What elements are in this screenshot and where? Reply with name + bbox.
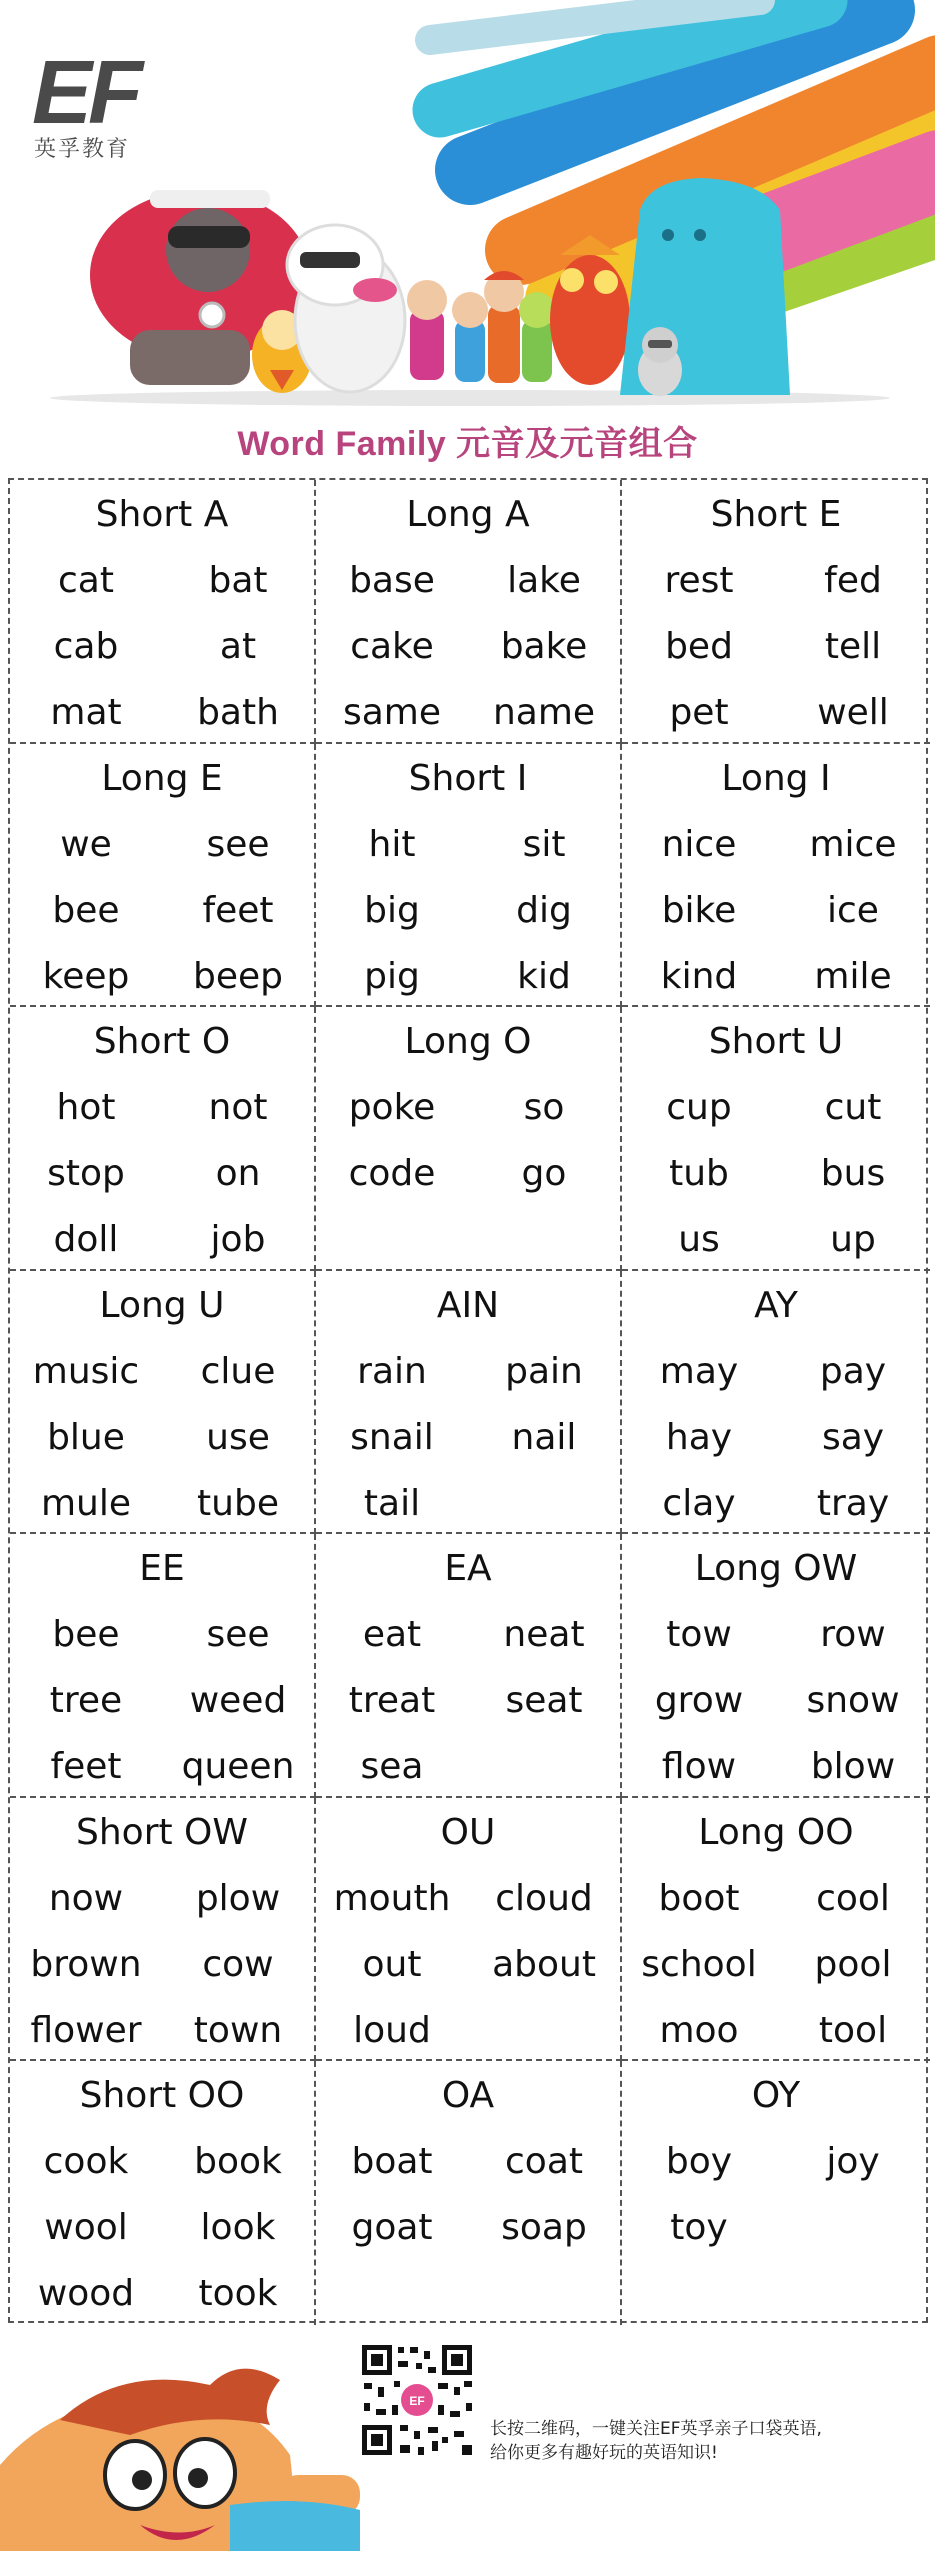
family-heading: Long E [101,757,223,799]
word-family-cell [10,1007,316,1271]
example-word: queen [181,1746,295,1788]
word-family-cell [10,1271,316,1535]
family-heading: OU [440,1811,496,1853]
promo-text [490,2417,910,2465]
example-word: tow [666,1614,732,1656]
example-word: code [348,1153,436,1195]
family-heading: OY [751,2075,801,2117]
example-word: bike [661,889,737,931]
example-word: wood [37,2273,135,2315]
example-word: cook [43,2141,129,2183]
example-word: seat [505,1680,583,1722]
example-word: flower [30,2009,142,2051]
example-word: cow [202,1943,274,1985]
family-heading: Long A [406,494,530,535]
example-word: say [821,1416,885,1458]
example-word: cut [824,1087,882,1129]
example-word: pay [819,1350,887,1392]
example-word: pain [505,1350,583,1392]
word-family-cell [316,1534,622,1798]
example-word: snow [806,1680,900,1722]
example-word: bee [52,889,120,931]
example-word: clay [662,1482,736,1524]
example-word: sea [360,1746,424,1788]
example-word: us [678,1219,720,1261]
example-word: bat [208,560,268,601]
example-word: nail [511,1416,577,1458]
example-word: cloud [495,1877,593,1919]
family-heading: Long U [99,1284,225,1326]
example-word: school [641,1943,757,1985]
example-word: cool [816,1877,890,1919]
example-word: big [364,889,420,931]
example-word: see [206,1614,270,1656]
example-word: plow [195,1877,281,1919]
example-word: kind [660,955,738,997]
family-heading: Long OW [694,1548,858,1590]
example-word: same [342,692,442,733]
example-word: we [60,823,112,865]
example-word: fed [824,560,882,601]
example-word: goat [351,2207,433,2249]
family-heading: Short O [93,1021,231,1063]
word-family-cell [10,744,316,1008]
example-word: neat [503,1614,585,1656]
example-word: mule [40,1482,132,1524]
example-word: mat [50,692,122,733]
family-heading: OA [441,2075,495,2117]
example-word: lake [507,560,581,601]
word-family-cell [316,1007,622,1271]
example-word: hot [56,1087,116,1129]
word-family-cell [10,2061,316,2325]
ef-logo [32,43,172,162]
example-word: cat [58,560,114,601]
example-word: poke [348,1087,436,1129]
promo-line-1: 长按二维码，一键关注EF英孚亲子口袋英语, [490,2419,822,2439]
example-word: loud [353,2009,431,2051]
qr-code[interactable] [358,2341,476,2459]
example-word: hay [665,1416,733,1458]
family-heading: Short OW [76,1811,248,1853]
example-word: boy [665,2141,733,2183]
example-word: not [208,1087,268,1129]
example-word: treat [348,1680,436,1722]
example-word: feet [50,1746,122,1788]
word-family-table [8,478,928,2323]
example-word: bath [197,692,279,733]
raccoon-character [638,327,682,396]
example-word: tube [197,1482,279,1524]
example-word: book [194,2141,282,2183]
example-word: joy [826,2141,880,2183]
example-word: name [492,692,596,733]
example-word: flow [661,1746,737,1788]
example-word: see [206,823,270,865]
example-word: so [523,1087,565,1129]
example-word: tail [363,1482,421,1524]
example-word: soap [501,2207,587,2249]
example-word: dig [516,889,572,931]
example-word: mice [809,823,897,865]
example-word: now [48,1877,124,1919]
example-word: weed [189,1680,287,1722]
example-word: snail [350,1416,434,1458]
example-word: mile [814,955,892,997]
word-family-cell [316,2061,622,2325]
example-word: ice [827,889,879,931]
example-word: base [349,560,435,601]
example-word: tray [816,1482,890,1524]
word-family-cell [10,1534,316,1798]
example-word: look [200,2207,276,2249]
example-word: use [206,1416,270,1458]
example-word: bee [52,1614,120,1656]
example-word: cab [53,626,119,667]
word-family-cell [316,744,622,1008]
example-word: boot [658,1877,740,1919]
family-heading: Short OO [79,2075,245,2117]
example-word: cake [350,626,434,667]
example-word: wool [44,2207,128,2249]
example-word: pig [364,955,420,997]
word-family-cell [316,480,622,744]
example-word: boat [351,2141,433,2183]
example-word: feet [202,889,274,931]
example-word: may [659,1350,739,1392]
example-word: keep [42,955,130,997]
example-word: pool [814,1943,892,1985]
example-word: grow [654,1680,744,1722]
example-word: beep [193,955,283,997]
family-heading: Short U [708,1021,844,1063]
example-word: moo [659,2009,739,2051]
word-family-cell [622,1534,930,1798]
family-heading: AIN [436,1284,500,1326]
example-word: music [32,1350,140,1392]
example-word: pet [669,692,729,733]
example-word: go [521,1153,567,1195]
family-heading: Short A [95,494,229,535]
example-word: about [492,1943,596,1985]
ef-logo-text: EF [32,43,140,143]
family-heading: EA [444,1548,492,1590]
header-banner [0,0,935,408]
ef-logo-subtitle: 英孚教育 [34,137,131,162]
page-title: Word Family 元音及元音组合 [237,425,698,463]
example-word: bus [820,1153,886,1195]
example-word: doll [53,1219,119,1261]
example-word: kid [517,955,571,997]
example-word: mouth [333,1877,451,1919]
example-word: nice [661,823,737,865]
example-word: blow [810,1746,896,1788]
word-family-cell [10,1798,316,2062]
cartoon-boy-character [0,2369,360,2551]
example-word: rest [664,560,734,601]
word-family-cell [622,480,930,744]
example-word: bake [500,626,588,667]
family-heading: Short I [408,757,528,799]
example-word: tell [824,626,882,667]
example-word: bed [665,626,733,667]
family-heading: Long O [404,1021,532,1063]
example-word: row [820,1614,886,1656]
word-family-cell [622,744,930,1008]
example-word: stop [47,1153,125,1195]
promo-line-2: 给你更多有趣好玩的英语知识! [490,2443,718,2463]
example-word: coat [505,2141,583,2183]
example-word: well [817,692,889,733]
example-word: tree [49,1680,123,1722]
example-word: cup [666,1087,732,1129]
word-family-cell [622,2061,930,2325]
example-word: tool [818,2009,888,2051]
example-word: job [210,1219,266,1261]
example-word: at [219,626,257,667]
word-family-cell [622,1798,930,2062]
example-word: up [830,1219,876,1261]
example-word: out [362,1943,422,1985]
family-heading: Long I [721,757,831,799]
qr-badge-text: EF [409,2394,425,2408]
example-word: rain [357,1350,427,1392]
example-word: town [193,2009,283,2051]
example-word: clue [200,1350,276,1392]
example-word: brown [30,1943,142,1985]
example-word: eat [362,1614,422,1656]
example-word: hit [368,823,416,865]
word-family-cell [10,480,316,744]
word-family-cell [316,1798,622,2062]
example-word: tub [669,1153,729,1195]
footer-banner [0,2325,935,2551]
family-heading: Short E [710,494,842,535]
example-word: took [198,2273,278,2315]
family-heading: Long OO [698,1811,854,1853]
word-family-cell [622,1271,930,1535]
word-family-cell [316,1271,622,1535]
example-word: sit [522,823,566,865]
example-word: on [215,1153,261,1195]
example-word: blue [47,1416,125,1458]
word-family-cell [622,1007,930,1271]
family-heading: EE [139,1548,185,1590]
family-heading: AY [754,1284,798,1326]
example-word: toy [670,2207,728,2249]
